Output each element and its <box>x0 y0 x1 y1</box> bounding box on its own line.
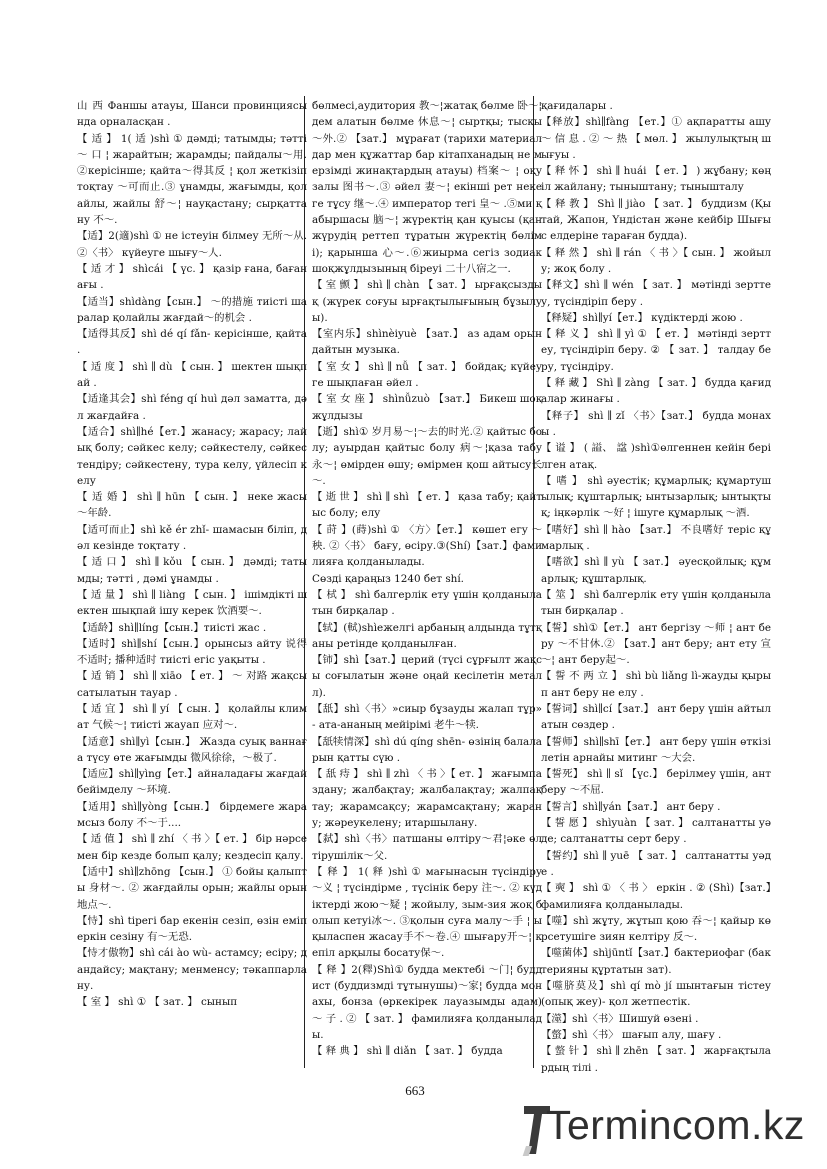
dictionary-entry: 【 释 】2(釋)Shì① будда мектебі ～门¦ буддист (буддизмді тұтынушы)～家¦ будда монахы, бонза (өркекірек лауазымды адам) ～ 子 . ② 【 зат. 】 фамилияға қолданылады. <box>312 963 542 1041</box>
dictionary-entry: 【 适 值 】 shì ∥ zhí 〈 书 〉【 ет. 】 бір нәрсемен бір кезде болып қалу; кездесіп қалу. <box>77 833 308 862</box>
dictionary-entry: 【 释 然 】 shì ∥ rán 〈 书 〉【 сын. 】 жойылу; жоқ болу . <box>541 246 771 275</box>
brand-logo-text: Termincom.kz <box>546 1102 805 1148</box>
dictionary-entry: 【 适 】 1( 适 )shì ① дәмді; татымды; тәтті ～ 口 ¦ жарайтын; жарамды; пайдалы～用.②керісінше; қайта～得其反 ¦ қол жеткізіп тоқтау ～可而止.③ ұнамды, жағымды, қолайлы, жайлы 舒～¦ науқастану; сырқаттану 不～. <box>77 132 307 227</box>
dictionary-entry: 山 西 Фаншы атауы, Шанси провинциясында орналасқан . <box>77 100 307 129</box>
dictionary-entry: 【 奭 】 shì ① 〈 书 〉 еркін . ② (Shì)【зат.】фамилияға қолданылады. <box>541 882 771 911</box>
dictionary-entry: 【 谥 】 ( 謚、 諡 )shì①өлгеннен кейін берілген атақ. <box>541 442 771 471</box>
dictionary-entry: 【 释 】 1( 释 )shì ① мағынасын түсіндіру～义 ¦ түсіндірме , түсінік беру 注～. ② күдіктерді жою～疑 ¦ жойылу, зым-зия жоқ болып кетуі冰～. ③қолын суға малу～手 ¦ ықыласпен жасау手不～卷.④ шығару开～¦ кепіл арқылы босату保～. <box>312 865 542 960</box>
brand-logo[interactable] <box>522 1100 812 1162</box>
dictionary-entry: 【适可而止】shì kě ér zhǐ- шамасын біліп, дәл кезінде тоқтату . <box>77 523 307 553</box>
dictionary-entry: 【适应】shì∥yìng【ет.】айналадағы жағдай бейімделу ～环境. <box>77 768 307 797</box>
dictionary-entry: 【 室 】 shì ① 【 зат. 】 сынып <box>77 996 238 1009</box>
dictionary-entry: 【 释 藏 】 Shì ∥ zàng 【 зат. 】 будда қағидалар жинағы . <box>541 377 771 406</box>
dictionary-entry: 【嗜欲】shì ∥ yù 【 зат.】 әуесқойлық; құмарлық; құштарлық. <box>541 556 771 585</box>
dictionary-entry: 【噬】shì жұту, жұтып қою 吞～¦ қайыр көрсетушіге зиян келтіру 反～. <box>541 914 771 944</box>
dictionary-entry: 【适用】shì∥yòng【сын.】 бірдемеге жарамсыз болу 不～于.... <box>77 800 307 830</box>
dictionary-entry: 【适合】shì∥hé【ет.】жанасу; жарасу; лайық болу; сәйкес келу; сәйкестелу, сәйкестендіру; сәйкестену, тура келу, үйлесіп келу <box>77 425 307 487</box>
dictionary-entry: 【舐犊情深】shì dú qíng shēn- өзінің балаларын қатты сүю . <box>312 735 542 764</box>
dictionary-entry: бөлмесі,аудитория 教～¦жатақ бөлме 卧～¦ дем алатын бөлме 休息～¦ сыртқы; тысқы～外.② 【зат.】 мұрағат (тарихи материалдар мен құжаттар бар кітапханадың не мерзімді жинақтардың атауы) 档案～ ¦ оқу залы 图书～.③ әйел 妻～¦ екінші рет неке ге тұсу 继～.④ император тегі 皇～ .⑤ми қабыршасы 脑～¦ жүректің қан қуысы (қан жүрудің реттеп тұратын жүректің бөлімі); қарынша 心～.⑥жиырма сегіз зодиак шоқжұлдызының біреуі 二十八宿之一. <box>312 100 542 275</box>
dictionary-entry: 【逝】shì① 岁月易～¦～去的时光.② қайтыс болу; ауырдан қайтыс болу 病～¦қаза табу 永～¦ өмірден өшу; өмірмен қош айтысу长～. <box>312 425 542 487</box>
dictionary-entry: 【铈】shì【зат.】церий (түсі сұрғылт жақсы соғылатын және оңай кесілетін металл). <box>312 654 542 699</box>
dictionary-entry: 【 螫 针 】 shì ∥ zhēn 【 зат. 】 жарғақтылардың тілі . <box>541 1045 771 1074</box>
dictionary-entry: 【 逝 世 】 shì ∥ shì 【 ет. 】 қаза табу; қайтыс болу; елу <box>312 491 543 520</box>
dictionary-entry: 【适时】shì∥shí【сын.】орынсыз айту 说得不适时; 播种适时 тиісті егіс уақыты . <box>77 637 307 667</box>
dictionary-entry: 【弑】shì〈书〉патшаны өлтіру～君¦әке өлтірушілік～父. <box>312 833 542 862</box>
dictionary-entry: 【适得其反】shì dé qí fǎn- керісінше, қайта . <box>77 328 307 357</box>
dictionary-entry: 【 室 女 】 shì ∥ nǚ 【 зат. 】 бойдақ; күйеуге шықпаған әйел . <box>312 360 542 390</box>
dictionary-entry: 【适】2(適)shì ① не істеуін білмеу 无所～从.②〈书〉 күйеуге шығу～人. <box>77 230 307 259</box>
dictionary-entry: 【适龄】shì∥líng【сын.】тиісті жас . <box>77 621 267 634</box>
dictionary-entry: 【释疑】shì∥yí【ет.】 күдіктерді жою . <box>541 311 743 324</box>
dictionary-entry: 【 释 典 】 shì ∥ diǎn 【 зат. 】 будда <box>312 1045 503 1058</box>
dictionary-entry: 【 释 义 】 shì ∥ yì ① 【 ет. 】 мәтінді зерттеу, түсіндіріп беру. ② 【 зат. 】 талдау беру, түсіндіру. <box>541 328 771 373</box>
dictionary-entry: 【誓死】 shì ∥ sǐ 【үс.】 берілмеу үшін, ант беру ～不屈. <box>541 768 771 797</box>
dictionary-entry: 【 室 女 座 】 shìnǚzuò 【зат.】 Бикеш шоқжұлдызы <box>312 393 542 422</box>
dictionary-entry: 【澨】shì〈书〉Шишуй өзені . <box>541 1012 699 1025</box>
dictionary-entry: 【 舐 痔 】 shì ∥ zhì 〈 书 〉【 ет. 】 жағымпаздану; жалбақтау; жалбалақтау; жалпақтау; жарамсақсу; жарамсақтану; жарану; жәреукелену; итаршылану. <box>312 768 542 830</box>
dictionary-entry: 【 室 颤 】 shì ∥ chàn 【 зат. 】 ырғақсыздық (жүрек соғуы ырғақтылығының бұзылуы). <box>312 279 542 324</box>
dictionary-entry: 【誓】shì①【ет.】 ант бергізу ～师 ¦ ант беру ～不甘休.② 【зат.】ант беру; ант ету 宣～¦ ант беру起～. <box>541 621 771 667</box>
dictionary-entry: 【 莳 】(蒔)shì ① 〈方〉【ет.】 көшет егу ～秧. ②〈书〉 бағу, өсіру.③(Shí)【зат.】фамилияға қолданылады. <box>312 523 542 569</box>
dictionary-entry: 【 适 婚 】 shì ∥ hūn 【 сын. 】 неке жасы ～年龄. <box>77 491 307 520</box>
dictionary-entry: 【舐】shì〈书〉»сиыр бұзауды жалап тұр» - ата-ананың мейірімі 老牛～犊. <box>312 702 542 732</box>
column-middle <box>312 98 542 1060</box>
dictionary-entry: 【嗜好】shì ∥ hào 【зат.】 不良嗜好 теріс құмарлық . <box>541 523 771 553</box>
dictionary-entry: 【恃】shì tірегі бар екенін сезіп, өзін еміп еркін сезіну 有～无恐. <box>77 914 307 944</box>
dictionary-entry: 【誓言】shì∥yán【зат.】 ант беру . <box>541 800 721 813</box>
dictionary-entry: 【誓约】shì ∥ yuē 【 зат. 】 салтанатты уәде . <box>541 849 771 878</box>
dictionary-entry: 【释文】shì ∥ wén 【 зат. 】 мәтінді зерттеу, түсіндіріп беру . <box>541 279 771 308</box>
dictionary-entry: 【 适 才 】 shìcái 【 үс. 】 қазір ғана, бағанағы . <box>77 262 307 292</box>
dictionary-entry: 【誓师】shì∥shī【ет.】 ант беру үшін өткізілетін арнайы митинг ～大会. <box>541 735 771 764</box>
dictionary-entry: 【 适 销 】 shì ∥ xiāo 【 ет. 】 ～ 对路 жақсы сатылатын тауар . <box>77 670 307 699</box>
dictionary-entry: 【誓词】shì∥cí【зат.】 ант беру үшін айтылатын сөздер . <box>541 702 771 732</box>
dictionary-entry: 【 适 量 】 shì ∥ liàng 【 сын. 】 ішімдікті шектен шықпай ішу керек 饮酒要～. <box>77 588 307 618</box>
dictionary-entry: 【释子】 shì ∥ zǐ 〈书〉【зат.】 будда монахы . <box>541 409 771 438</box>
dictionary-entry: 【适逢其会】shì féng qí huì дәл заматта, дәл жағдайға . <box>77 393 307 422</box>
dictionary-entry: 【噬脐莫及】shì qí mò jí шынтағын тістеу (опық жеу)- қол жетпестік. <box>541 980 771 1009</box>
dictionary-entry: 【 适 度 】 shì ∥ dù 【 сын. 】 шектен шықпай . <box>77 360 307 390</box>
dictionary-entry: 【噬菌体】shìjūntǐ【зат.】бактериофаг (бактерияны құртатын зат). <box>541 947 771 976</box>
dictionary-entry: 【释放】shì∥fàng 【ет.】① ақпаратты ашу ～ 信 息 . ② ～ 热 【 мөл. 】 жылулықтың шығуы . <box>541 116 771 161</box>
dictionary-entry: 【恃才傲物】shì cái ào wù- астамсу; есіру; дандайсу; мақтану; менменсу; тәкаппарлану. <box>77 947 307 993</box>
dictionary-entry: 【 释 教 】 Shì ∥ jiào 【 зат. 】 буддизм (Қытай, Жапон, Үндістан және кейбір Шығыс елдеріне тараған будда). <box>541 197 771 243</box>
dictionary-entry: 【 适 宜 】 shì ∥ yí 【 сын. 】 қолайлы климат 气候～¦ тиісті жауап 应对～. <box>77 702 307 732</box>
dictionary-entry: қағидалары . <box>541 100 613 112</box>
dictionary-entry: 【 释 怀 】 shì ∥ huái 【 ет. 】 ) жұбану; көңіл жайлану; тыныштану; тынышталу <box>541 165 771 194</box>
column-left <box>77 98 307 1011</box>
dictionary-entry: 【 嗜 】 shì әуестік; құмарлық; құмартушылық; құштарлық; ынтызарлық; ынтықтық; іңкәрлік ～好 ¦ ішуге құмарлық ～酒. <box>541 474 771 520</box>
dictionary-entry: 【适当】shìdàng【сын.】 ～的措施 тиісті шаралар қолайлы жағдай～的机会 . <box>77 295 307 324</box>
dictionary-entry: 【室内乐】shìnèiyuè 【зат.】 аз адам орындайтын музыка. <box>312 328 542 357</box>
dictionary-entry: 【适意】shì∥yì【сын.】 Жазда суық ваннаға түсу өте жағымды 微风徐徐，～极了. <box>77 735 307 764</box>
dictionary-entry: 【 筮 】 shì балгерлік ету үшін қолданылатын бирқалар . <box>541 588 771 618</box>
dictionary-entry: 【 栻 】 shì балгерлік ету үшін қолданылатын бирқалар . <box>312 588 542 618</box>
dictionary-entry: 【螫】shì〈书〉 шағып алу, шағу . <box>541 1028 722 1041</box>
column-right <box>541 98 771 1076</box>
dictionary-entry: 【适中】shì∥zhōng 【сын.】 ① бойы қалыпты 身材～. ② жағдайлы орын; жайлы орын 地点～. <box>77 865 307 911</box>
dictionary-entry: 【 誓 不 两 立 】 shì bù liǎng lì-жауды қырып ант беру не елу . <box>541 670 771 699</box>
dictionary-entry: Сөзді қараңыз 1240 бет shí. <box>312 572 464 585</box>
dictionary-entry: 【轼】(軾)shìежелгі арбаның алдында тұтқаны ретінде қолданылған. <box>312 621 542 650</box>
dictionary-entry: 【 适 口 】 shì ∥ kǒu 【 сын. 】 дәмді; татымды; тәтті , дәмі ұнамды . <box>77 556 307 585</box>
page-number: 663 <box>405 1083 425 1098</box>
dictionary-entry: 【 誓 愿 】 shìyuàn 【 зат. 】 салтанатты уәде; салтанатты серт беру . <box>541 817 771 846</box>
